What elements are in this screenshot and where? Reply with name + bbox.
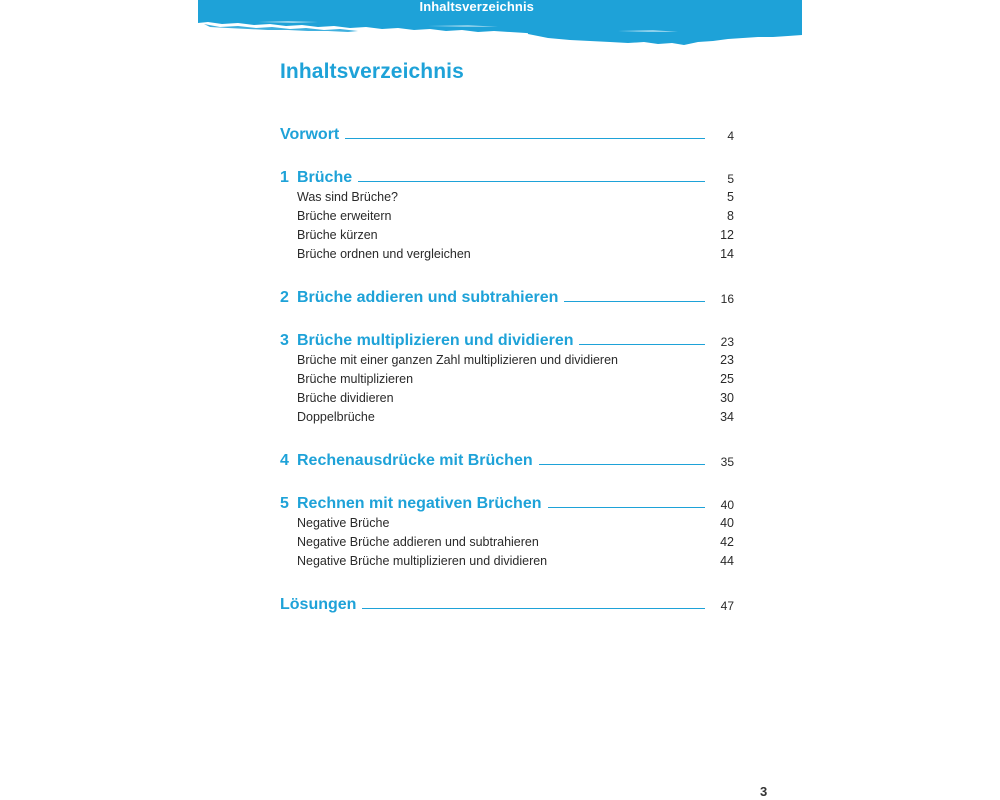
toc-section: [280, 122, 734, 144]
toc-subsection-entry[interactable]: [280, 245, 734, 264]
toc-section-number: 1: [280, 169, 289, 186]
toc-section-entry[interactable]: [280, 592, 734, 614]
toc-leader-line: [579, 344, 705, 345]
toc-section: [280, 448, 734, 470]
toc-section-number: 3: [280, 332, 289, 349]
toc-subsection-title: Negative Brüche addieren und subtrahieren: [297, 535, 539, 549]
toc-section-title: Rechnen mit negativen Brüchen: [297, 495, 542, 512]
toc-subsection-page-number: 30: [720, 391, 734, 405]
page-number: 3: [760, 784, 768, 799]
toc-section-title: Lösungen: [280, 596, 357, 613]
table-of-contents: [280, 122, 734, 635]
toc-subsection-page-number: 23: [720, 353, 734, 367]
toc-section-page-number: 23: [720, 335, 734, 349]
toc-section-number: 2: [280, 289, 289, 306]
toc-leader-line: [564, 301, 705, 302]
toc-section-entry[interactable]: [280, 165, 734, 187]
toc-subsection-title: Was sind Brüche?: [297, 190, 398, 204]
toc-subsection-entry[interactable]: [280, 370, 734, 389]
toc-subsection-entry[interactable]: [280, 533, 734, 552]
toc-section-entry[interactable]: [280, 285, 734, 307]
toc-section-page-number: 40: [720, 498, 734, 512]
toc-subsection-list: [280, 188, 734, 264]
page-title: Inhaltsverzeichnis: [280, 60, 464, 83]
toc-subsection-page-number: 25: [720, 372, 734, 386]
toc-subsection-page-number: 44: [720, 554, 734, 568]
toc-subsection-entry[interactable]: [280, 207, 734, 226]
toc-subsection-title: Brüche ordnen und vergleichen: [297, 247, 471, 261]
toc-section: [280, 328, 734, 427]
toc-section-title: Brüche multiplizieren und dividieren: [297, 332, 574, 349]
toc-section-title: Brüche addieren und subtrahieren: [297, 289, 559, 306]
toc-subsection-page-number: 42: [720, 535, 734, 549]
toc-section-title: Rechenausdrücke mit Brüchen: [297, 452, 533, 469]
toc-section-title: Vorwort: [280, 126, 340, 143]
toc-subsection-list: [280, 351, 734, 427]
toc-section-page-number: 16: [720, 292, 734, 306]
toc-section-number: 5: [280, 495, 289, 512]
toc-subsection-page-number: 5: [727, 190, 734, 204]
toc-subsection-title: Brüche multiplizieren: [297, 372, 414, 386]
toc-section: [280, 285, 734, 307]
toc-section: [280, 165, 734, 264]
toc-subsection-page-number: 34: [720, 410, 734, 424]
toc-leader-line: [539, 464, 705, 465]
toc-subsection-title: Brüche kürzen: [297, 228, 378, 242]
toc-leader-line: [362, 608, 705, 609]
toc-subsection-page-number: 12: [720, 228, 734, 242]
toc-section-title: Brüche: [297, 169, 353, 186]
toc-leader-line: [345, 138, 705, 139]
toc-subsection-title: Negative Brüche: [297, 516, 390, 530]
toc-section-page-number: 35: [720, 455, 734, 469]
toc-subsection-entry[interactable]: [280, 514, 734, 533]
toc-section-page-number: 4: [727, 129, 734, 143]
toc-subsection-entry[interactable]: [280, 226, 734, 245]
toc-leader-line: [358, 181, 705, 182]
toc-section-entry[interactable]: [280, 448, 734, 470]
toc-subsection-list: [280, 514, 734, 571]
toc-subsection-title: Brüche mit einer ganzen Zahl multiplizieren und dividieren: [297, 353, 619, 367]
header-banner: [198, 0, 802, 46]
toc-section-number: 4: [280, 452, 289, 469]
toc-section: [280, 491, 734, 571]
toc-subsection-page-number: 40: [720, 516, 734, 530]
toc-subsection-entry[interactable]: [280, 552, 734, 571]
toc-section-page-number: 5: [727, 172, 734, 186]
toc-section-entry[interactable]: [280, 328, 734, 350]
toc-subsection-title: Brüche erweitern: [297, 209, 392, 223]
toc-subsection-entry[interactable]: [280, 408, 734, 427]
toc-section: [280, 592, 734, 614]
toc-subsection-title: Doppelbrüche: [297, 410, 375, 424]
toc-subsection-entry[interactable]: [280, 389, 734, 408]
toc-subsection-entry[interactable]: [280, 351, 734, 370]
toc-subsection-title: Negative Brüche multiplizieren und dividieren: [297, 554, 548, 568]
toc-section-page-number: 47: [720, 599, 734, 613]
toc-subsection-entry[interactable]: [280, 188, 734, 207]
toc-section-entry[interactable]: [280, 122, 734, 144]
header-banner-title: Inhaltsverzeichnis: [419, 0, 534, 14]
toc-subsection-page-number: 14: [720, 247, 734, 261]
toc-section-entry[interactable]: [280, 491, 734, 513]
toc-leader-line: [548, 507, 706, 508]
toc-subsection-title: Brüche dividieren: [297, 391, 394, 405]
toc-subsection-page-number: 8: [727, 209, 734, 223]
